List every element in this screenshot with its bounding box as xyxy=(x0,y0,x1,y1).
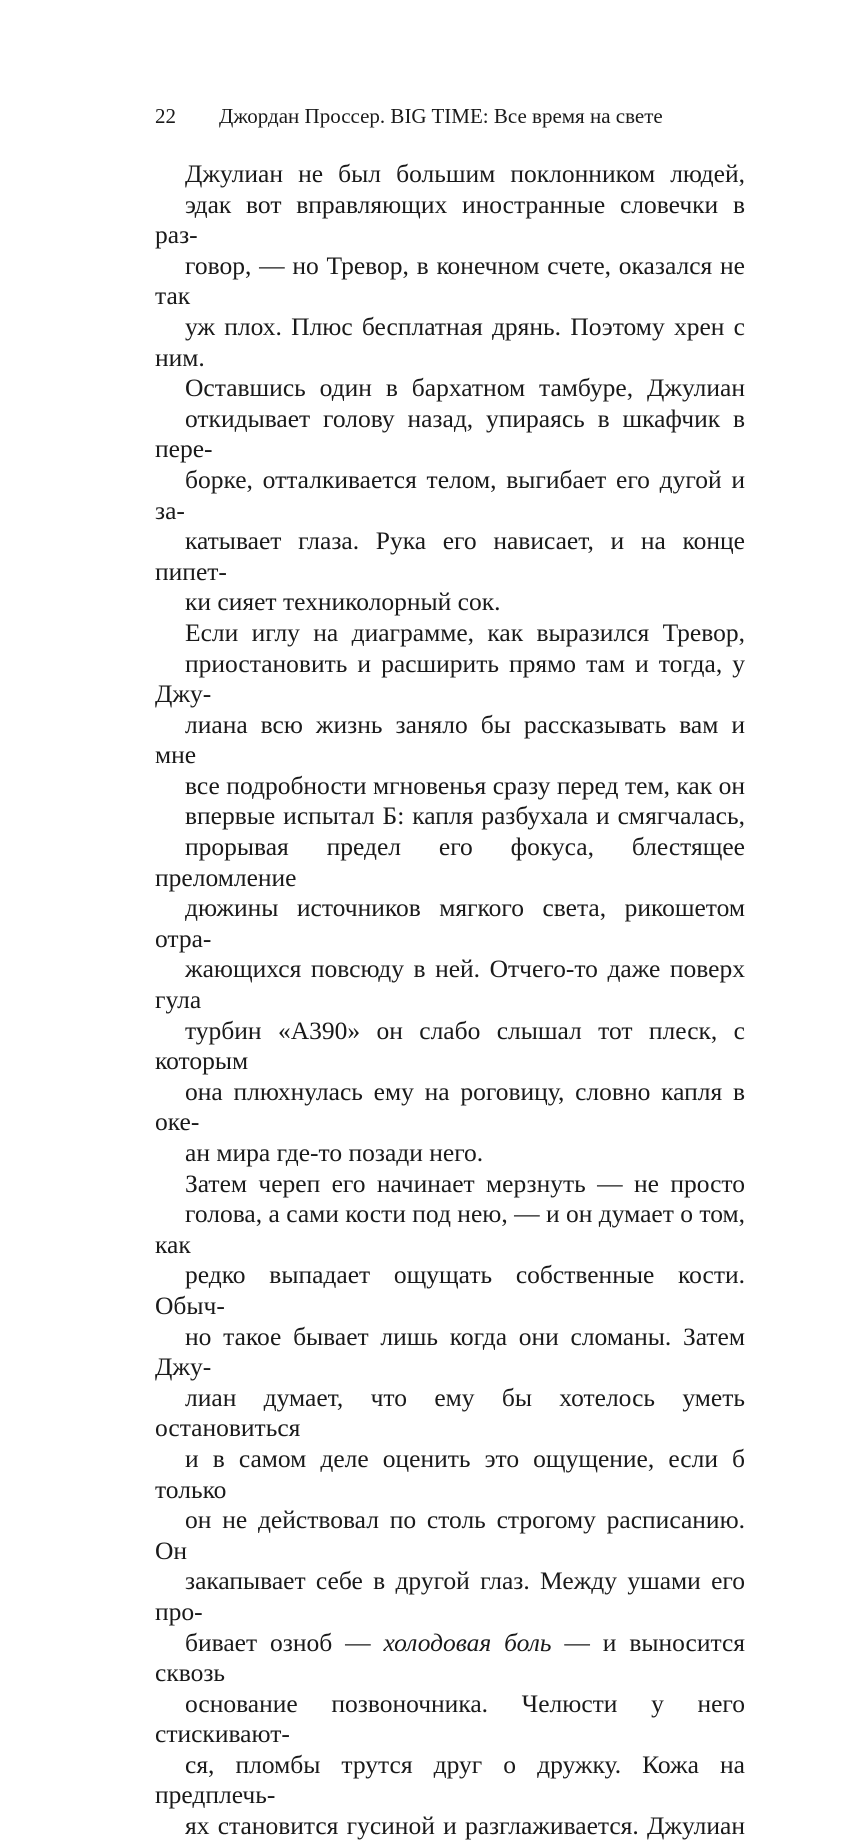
text-line: она плюхнулась ему на роговицу, словно капля в оке- xyxy=(155,1076,745,1137)
text-line: Оставшись один в бархатном тамбуре, Джулиан xyxy=(185,373,745,403)
text-line: Затем череп его начинает мерзнуть — не просто xyxy=(185,1168,745,1198)
text-line: но такое бывает лишь когда они сломаны. Затем Джу- xyxy=(155,1321,745,1382)
text-line: ях становится гусиной и разглаживается. Джулиан xyxy=(185,1811,745,1841)
text-line: закапывает себе в другой глаз. Между ушами его про- xyxy=(155,1566,745,1626)
running-title: Джордан Проссер. BIG TIME: Все время на свете xyxy=(219,104,663,128)
text-line: редко выпадает ощущать собственные кости. Обыч- xyxy=(155,1260,745,1320)
text-line: Если иглу на диаграмме, как выразился Тревор, xyxy=(185,617,745,647)
text-line: турбин «А390» он слабо слышал тот плеск, с которым xyxy=(155,1015,745,1076)
running-header xyxy=(155,103,745,129)
text-line: жающихся повсюду в ней. Отчего-то даже поверх гула xyxy=(155,954,745,1015)
text-line: дюжины источников мягкого света, рикошетом отра- xyxy=(155,893,745,953)
page-number: 22 xyxy=(155,104,176,128)
text-line: борке, отталкивается телом, выгибает его дугой и за- xyxy=(155,464,745,525)
text-line: откидывает голову назад, упираясь в шкафчик в пере- xyxy=(155,403,745,464)
text-line: основание позвоночника. Челюсти у него стискивают- xyxy=(155,1688,745,1749)
text-segment: — и выносится сквозь xyxy=(155,1627,745,1688)
text-line: ки сияет техниколорный сок. xyxy=(185,587,501,617)
paragraph-1 xyxy=(155,159,745,373)
text-line: приостановить и расширить прямо там и тогда, у Джу- xyxy=(155,648,745,709)
text-line: он не действовал по столь строгому расписанию. Он xyxy=(155,1505,745,1565)
text-line: эдак вот вправляющих иностранные словечки в раз- xyxy=(155,189,745,250)
text-line: Джулиан не был большим поклонником людей, xyxy=(185,159,745,188)
text-line: уж плох. Плюс бесплатная дрянь. Поэтому хрен с ним. xyxy=(155,311,745,372)
paragraph-4 xyxy=(155,1169,745,1842)
paragraph-3 xyxy=(155,618,745,1169)
text-line: катывает глаза. Рука его нависает, и на конце пипет- xyxy=(155,526,745,586)
paragraph-2 xyxy=(155,373,745,618)
text-line: прорывая предел его фокуса, блестящее преломление xyxy=(155,832,745,892)
text-line: говор, — но Тревор, в конечном счете, оказался не так xyxy=(155,250,745,311)
text-line: ан мира где-то позади него. xyxy=(185,1138,484,1167)
text-line: впервые испытал Б: капля разбухала и смягчалась, xyxy=(185,801,745,831)
text-line: лиан думает, что ему бы хотелось уметь остановиться xyxy=(155,1382,745,1443)
text-line: ся, пломбы трутся друг о дружку. Кожа на предплечь- xyxy=(155,1749,745,1810)
text-line: лиана всю жизнь заняло бы рассказывать вам и мне xyxy=(155,709,745,770)
text-line: все подробности мгновенья сразу перед тем, как он xyxy=(185,770,745,800)
text-line-with-italic xyxy=(155,1628,745,1689)
text-line: голова, а сами кости под нею, — и он думает о том, как xyxy=(155,1199,745,1259)
body-text xyxy=(155,159,745,1842)
italic-phrase: холодовая боль xyxy=(383,1627,552,1657)
text-segment: бивает озноб — xyxy=(185,1627,384,1657)
text-line: и в самом деле оценить это ощущение, если б только xyxy=(155,1443,745,1504)
